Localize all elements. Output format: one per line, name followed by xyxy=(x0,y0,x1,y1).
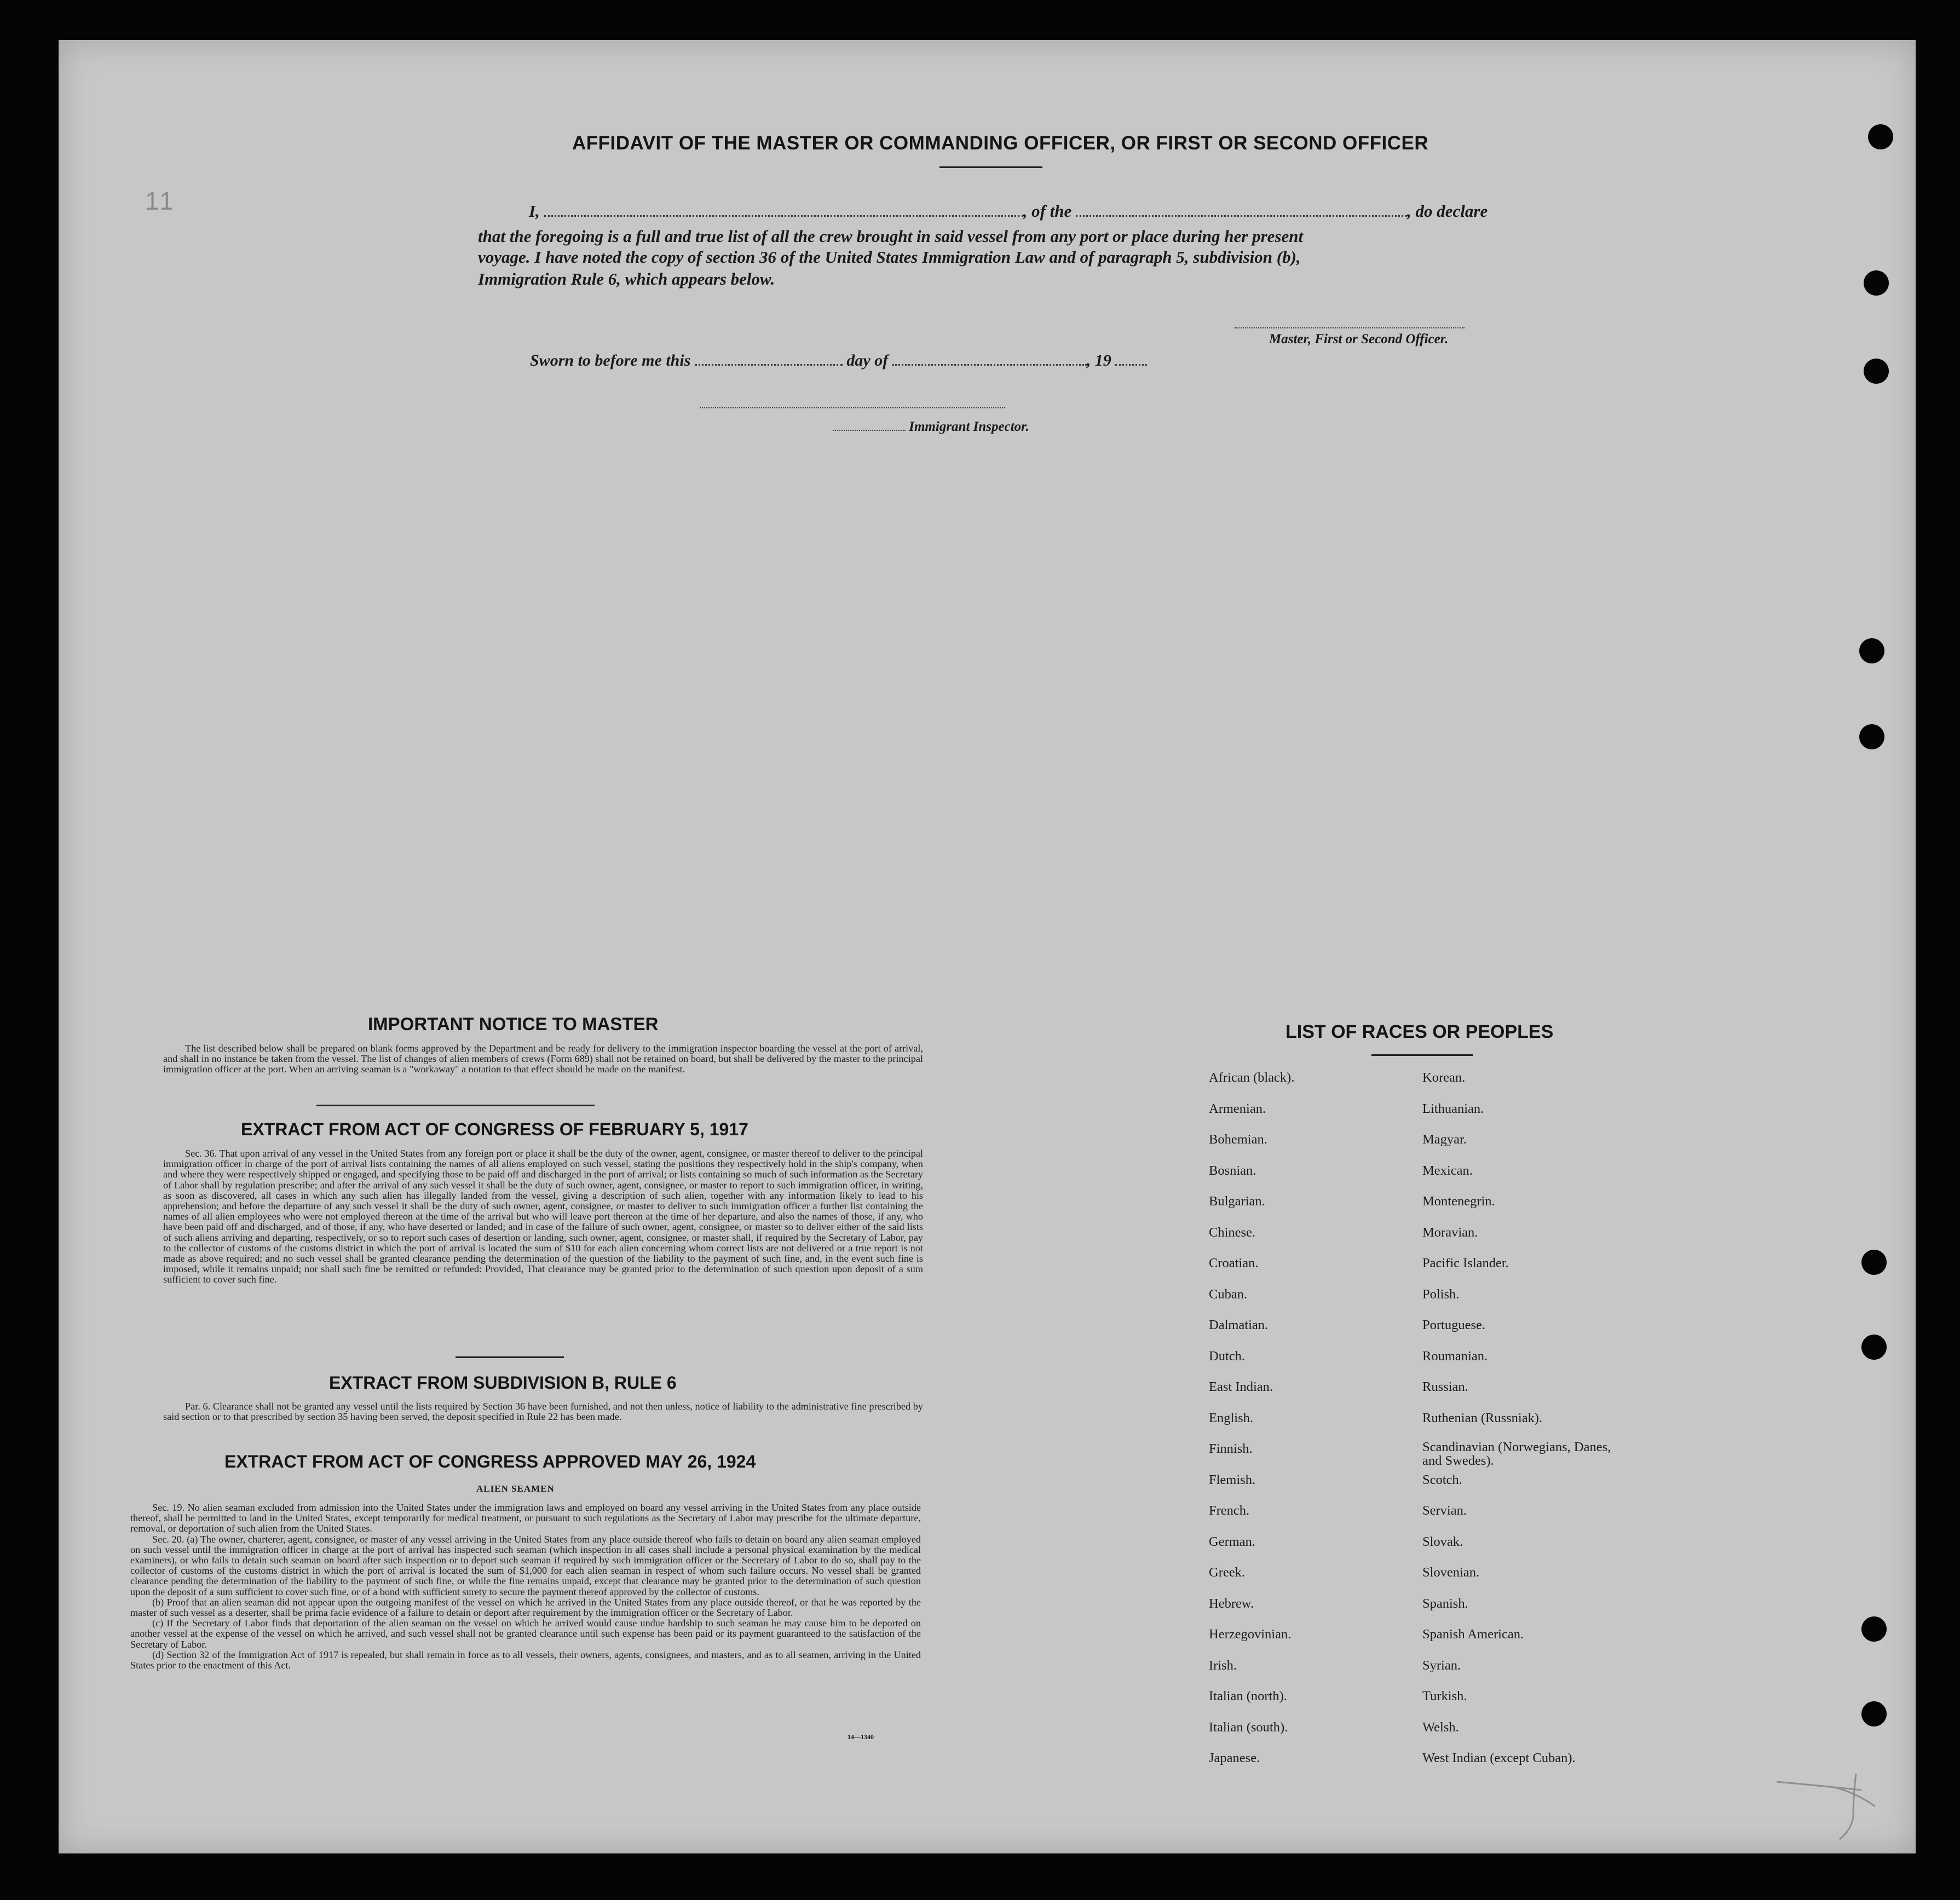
race-item: Slovak. xyxy=(1422,1534,1463,1549)
sworn-day-of-label: day of xyxy=(846,351,889,369)
race-item: Herzegovinian. xyxy=(1209,1627,1292,1642)
race-item: Flemish. xyxy=(1209,1472,1256,1487)
pencil-mark xyxy=(1774,1763,1883,1845)
sworn-year-label: , 19 xyxy=(1086,351,1111,369)
race-item: Welsh. xyxy=(1422,1719,1459,1735)
declarant-prefix: I, xyxy=(529,201,540,221)
punch-hole xyxy=(1861,1335,1887,1360)
affidavit-title: AFFIDAVIT OF THE MASTER OR COMMANDING OFFICER, OR FIRST OR SECOND OFFICER xyxy=(572,132,1429,154)
race-item: Italian (south). xyxy=(1209,1719,1288,1735)
sworn-line xyxy=(530,351,1147,370)
extract-rule6-text xyxy=(163,1401,923,1422)
affidavit-line-2: that the foregoing is a full and true list of all the crew brought in said vessel from any port or place during her present xyxy=(478,227,1304,246)
of-the-label: , of the xyxy=(1023,201,1072,221)
race-item: Magyar. xyxy=(1422,1132,1467,1147)
race-item: Armenian. xyxy=(1209,1101,1266,1116)
race-item: Servian. xyxy=(1422,1503,1467,1518)
race-item: West Indian (except Cuban). xyxy=(1422,1751,1576,1765)
extract-1917-text xyxy=(163,1148,923,1285)
race-item: Mexican. xyxy=(1422,1163,1473,1178)
punch-hole xyxy=(1859,724,1884,749)
inspector-signature-line[interactable] xyxy=(700,407,1005,408)
race-item: Polish. xyxy=(1422,1286,1460,1302)
extract-1924-paragraph: Sec. 20. (a) The owner, charterer, agent, consignee, or master of any vessel arriving in the United States from any place outside thereof who fails to detain on board any alien seaman employed on such vessel until the immigration officer in charge at the port of arrival has inspected such seaman (which inspection in all cases shall include a personal physical examination by the medical examiners), or who fails to detain such seaman on board after such inspection or to deport such seaman if required by such immigration officer or the Secretary of Labor to do so, shall pay to the collector of customs of the customs district in which the port of arrival is located the sum of $1,000 for each alien seaman in respect of whom such failure occurs. No vessel shall be granted clearance pending the determination of the liability to the payment of such fine, or while the fine remains unpaid, except that clearance may be granted prior to the determination of such question upon the deposit of a sum sufficient to cover such fine, or of a bond with sufficient surety to secure the payment thereof approved by the collector of customs. xyxy=(130,1533,921,1597)
form-number: 14—1340 xyxy=(848,1733,874,1741)
race-item: Cuban. xyxy=(1209,1286,1248,1302)
punch-hole xyxy=(1864,359,1889,384)
extract-1924-text xyxy=(130,1503,921,1671)
race-item: Scandinavian (Norwegians, Danes, and Swedes). xyxy=(1422,1440,1611,1468)
affidavit-line-4: Immigration Rule 6, which appears below. xyxy=(478,269,775,288)
affidavit-line-3: voyage. I have noted the copy of section 36 of the United States Immigration Law and of paragraph 5, subdivision (b), xyxy=(478,247,1301,267)
race-item: Japanese. xyxy=(1209,1751,1260,1765)
race-item: Pacific Islander. xyxy=(1422,1256,1509,1270)
sworn-prefix: Sworn to before me this xyxy=(530,351,691,369)
race-item: Moravian. xyxy=(1422,1225,1478,1240)
vessel-name-field[interactable] xyxy=(1076,211,1407,217)
extract-rule6-title: EXTRACT FROM SUBDIVISION B, RULE 6 xyxy=(329,1373,677,1393)
race-item: Italian (north). xyxy=(1209,1689,1287,1703)
extract-1917-divider xyxy=(456,1356,564,1358)
affidavit-line-1 xyxy=(529,201,1488,221)
extract-1924-paragraph: Sec. 19. No alien seaman excluded from admission into the United States under the immigration laws and employed on board any vessel arriving in the United States from any place outside thereof, shall be permitted to land in the United States, except temporarily for medical treatment, or pursuant to such regulations as the Secretary of Labor may prescribe for the ultimate departure, removal, or deportation of such alien from the United States. xyxy=(130,1502,921,1534)
notice-text xyxy=(163,1043,923,1075)
punch-hole xyxy=(1861,1616,1887,1642)
inspector-name-field[interactable] xyxy=(833,426,906,431)
race-item: Lithuanian. xyxy=(1422,1101,1484,1116)
race-item: Ruthenian (Russniak). xyxy=(1422,1410,1543,1425)
sworn-month-field[interactable] xyxy=(892,360,1087,366)
master-signature-label: Master, First or Second Officer. xyxy=(1269,332,1449,346)
extract-1924-paragraph: (b) Proof that an alien seaman did not appear upon the outgoing manifest of the vessel on which he arrived in the United States from any place outside thereof, or that he was reported by the master of such vessel as a deserter, shall be prima facie evidence of a failure to detain or deport after requirement by the immigration officer or the Secretary of Labor. xyxy=(130,1596,921,1619)
race-item: Roumanian. xyxy=(1422,1348,1488,1364)
punch-hole xyxy=(1861,1701,1887,1726)
races-title: LIST OF RACES OR PEOPLES xyxy=(1285,1021,1554,1042)
race-item: East Indian. xyxy=(1209,1379,1273,1394)
sworn-day-field[interactable] xyxy=(695,360,843,366)
race-item: African (black). xyxy=(1209,1070,1295,1085)
race-item: Scotch. xyxy=(1422,1472,1462,1487)
sworn-year-field[interactable] xyxy=(1115,360,1147,366)
race-item: Spanish. xyxy=(1422,1596,1468,1611)
race-item: Korean. xyxy=(1422,1070,1466,1085)
race-item: Finnish. xyxy=(1209,1441,1253,1456)
race-item: Chinese. xyxy=(1209,1225,1256,1240)
extract-1924-title: EXTRACT FROM ACT OF CONGRESS APPROVED MAY 26, 1924 xyxy=(224,1452,756,1471)
notice-title: IMPORTANT NOTICE TO MASTER xyxy=(368,1014,659,1034)
race-item: Syrian. xyxy=(1422,1658,1461,1673)
extract-1924-subtitle: ALIEN SEAMEN xyxy=(476,1483,555,1494)
margin-mark: 11 xyxy=(145,187,176,215)
race-item: Turkish. xyxy=(1422,1689,1467,1703)
punch-hole xyxy=(1861,1250,1887,1275)
declarant-name-field[interactable] xyxy=(544,211,1023,217)
race-item: Dutch. xyxy=(1209,1348,1245,1364)
races-title-underline xyxy=(1371,1054,1473,1056)
extract-1917-title: EXTRACT FROM ACT OF CONGRESS OF FEBRUARY 5, 1917 xyxy=(241,1119,748,1139)
extract-1924-paragraph: (d) Section 32 of the Immigration Act of 1917 is repealed, but shall remain in force as to all vessels, their owners, agents, consignees, and masters, and as to all seamen, arriving in the United States prior to the enactment of this Act. xyxy=(130,1649,921,1671)
punch-hole xyxy=(1859,638,1884,663)
race-item: Slovenian. xyxy=(1422,1565,1480,1580)
race-item: Croatian. xyxy=(1209,1256,1259,1270)
punch-hole xyxy=(1864,270,1889,296)
title-underline xyxy=(939,166,1042,168)
race-item: Portuguese. xyxy=(1422,1318,1485,1332)
extract-1917-paragraph: Sec. 36. That upon arrival of any vessel in the United States from any foreign port or place it shall be the duty of the owner, agent, consignee, or master thereof to deliver to the principal immigration officer in charge of the port of arrival lists containing the names of all aliens employed on such vessel, stating the positions they respectively hold in the ship's company, when and where they were respectively shipped or engaged, and specifying those to be paid off and discharged in the port of arrival; or lists containing so much of such information as the Secretary of Labor shall by regulation prescribe; and after the arrival of any such vessel it shall be the duty of such owner, agent, consignee, or master to report to such immigration officer, in writing, as soon as discovered, all cases in which any such alien has illegally landed from the vessel, giving a description of such alien, together with any information likely to lead to his apprehension; and before the departure of any such vessel it shall be the duty of such owner, agent, consignee, or master to deliver to such immigration officer a further list containing the names of all alien employees who were not employed thereon at the time of the arrival but who will leave port thereon at the time of her departure, and also the names of those, if any, who have been paid off and discharged, and of those, if any, who have deserted or landed; and in case of the failure of such owner, agent, consignee, or master so to deliver either of the said lists of such aliens arriving and departing, respectively, or so to report such cases of desertion or landing, such owner, agent, consignee, or master shall, if required by the Secretary of Labor, pay to the collector of customs of the customs district in which the port of arrival is located the sum of $10 for each alien concerning whom correct lists are not delivered or a true report is not made as above required; and no such vessel shall be granted clearance pending the determination of the question of the liability to the payment of such fine, and, in the event such fine is imposed, while it remains unpaid; nor shall such fine be remitted or refunded: Provided, That clearance may be granted prior to the determination of such question upon deposit of a sum sufficient to cover such fine. xyxy=(163,1148,923,1285)
race-item: Spanish American. xyxy=(1422,1627,1524,1642)
race-item: Bulgarian. xyxy=(1209,1194,1265,1209)
punch-hole xyxy=(1868,124,1893,149)
extract-rule6-paragraph: Par. 6. Clearance shall not be granted any vessel until the lists required by Section 36 have been furnished, and not then unless, notice of liability to the administrative fine prescribed by said section or to that prescribed by section 35 having been served, the deposit specified in Rule 22 has been made. xyxy=(163,1401,923,1423)
inspector-line xyxy=(833,419,1029,435)
race-item: French. xyxy=(1209,1503,1250,1518)
race-item: English. xyxy=(1209,1410,1253,1425)
race-item: Hebrew. xyxy=(1209,1596,1254,1611)
notice-paragraph: The list described below shall be prepared on blank forms approved by the Department and be ready for delivery to the immigration inspector boarding the vessel at the port of arrival, and shall in no instance be taken from the vessel. The list of changes of alien members of crews (Form 689) shall not be retained on board, but shall be delivered by the master to the principal immigration officer at the port. When an arriving seaman is a "workaway" a notation to that effect should be made on the manifest. xyxy=(163,1043,923,1075)
notice-divider xyxy=(316,1105,595,1106)
race-item: Irish. xyxy=(1209,1658,1237,1673)
inspector-label: Immigrant Inspector. xyxy=(909,419,1029,434)
race-item: Bohemian. xyxy=(1209,1132,1267,1147)
extract-1924-paragraph: (c) If the Secretary of Labor finds that deportation of the alien seaman on the vessel on which he arrived would cause undue hardship to such seaman he may cause him to be deported on another vessel at the expense of the vessel on which he arrived, and such vessel shall not be granted clearance until such expense has been paid or its payment guaranteed to the satisfaction of the Secretary of Labor. xyxy=(130,1618,921,1650)
race-item: Montenegrin. xyxy=(1422,1194,1495,1209)
race-item: Greek. xyxy=(1209,1565,1245,1580)
race-item: Bosnian. xyxy=(1209,1163,1256,1178)
race-item: Dalmatian. xyxy=(1209,1318,1269,1332)
race-item: German. xyxy=(1209,1534,1256,1549)
declare-label: , do declare xyxy=(1407,201,1488,221)
master-signature-line[interactable] xyxy=(1235,327,1465,328)
race-item: Russian. xyxy=(1422,1379,1468,1394)
